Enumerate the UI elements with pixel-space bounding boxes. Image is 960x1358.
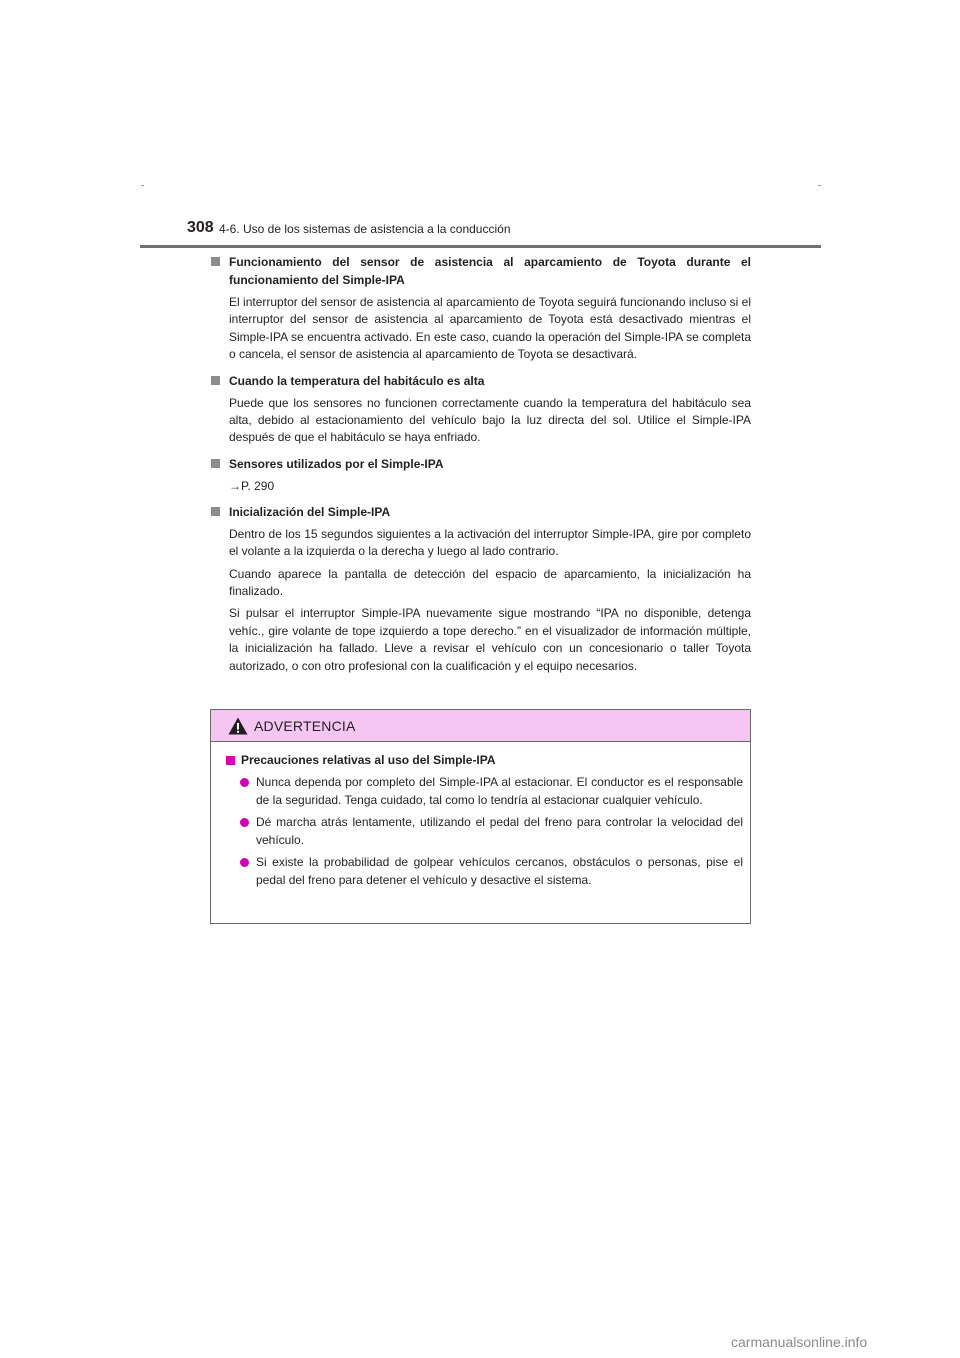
section-title-text: Sensores utilizados por el Simple-IPA — [229, 456, 444, 471]
section-title — [211, 503, 751, 521]
circle-bullet-icon — [240, 858, 249, 867]
running-head: 4-6. Uso de los sistemas de asistencia a la conducción — [219, 222, 511, 236]
square-bullet-icon — [226, 756, 235, 765]
header-rule — [140, 245, 821, 248]
watermark: carmanualsonline.info — [731, 1334, 868, 1350]
square-bullet-icon — [211, 459, 220, 468]
warning-triangle-icon — [228, 717, 248, 735]
section-sensor-operation — [211, 253, 751, 364]
section-paragraph: Puede que los sensores no funcionen correctamente cuando la temperatura del habitáculo sea alta, debido al estacionamiento del vehículo bajo la luz directa del sol. Utilice el Simple-IPA después de que el habitáculo se haya enfriado. — [229, 395, 751, 445]
warning-item-text: Si existe la probabilidad de golpear vehículos cercanos, obstáculos o personas, pise el pedal del freno para detener el vehículo y desactive el sistema. — [256, 855, 743, 887]
section-sensors-used — [211, 455, 751, 495]
warning-item-text: Nunca dependa por completo del Simple-IPA al estacionar. El conductor es el responsable de la seguridad. Tenga cuidado, tal como lo tendría al estacionar cualquier vehículo. — [256, 775, 743, 807]
warning-item — [226, 854, 743, 889]
circle-bullet-icon — [240, 818, 249, 827]
warning-box — [210, 709, 751, 924]
section-paragraph: Cuando aparece la pantalla de detección del espacio de aparcamiento, la inicialización ha finalizado. — [229, 566, 751, 599]
warning-body — [226, 752, 743, 890]
section-title — [211, 455, 751, 473]
circle-bullet-icon — [240, 778, 249, 787]
section-title-text: Cuando la temperatura del habitáculo es alta — [229, 373, 485, 388]
section-title — [211, 253, 751, 289]
section-title-text: Inicialización del Simple-IPA — [229, 504, 391, 519]
crop-mark-right — [818, 185, 821, 186]
section-high-temperature — [211, 372, 751, 447]
warning-item — [226, 774, 743, 809]
page-number: 308 — [187, 219, 214, 236]
section-paragraph: Dentro de los 15 segundos siguientes a la activación del interruptor Simple-IPA, gire por completo el volante a la izquierda o la derecha y luego al lado contrario. — [229, 526, 751, 559]
warning-header — [211, 710, 750, 742]
square-bullet-icon — [211, 257, 220, 266]
warning-item — [226, 814, 743, 849]
section-paragraph: El interruptor del sensor de asistencia al aparcamiento de Toyota seguirá funcionando incluso si el interruptor del sensor de asistencia al aparcamiento de Toyota está desactivado mientras el Simple-IPA se encuentra activado. En este caso, cuando la operación del Simple-IPA se completa o cancela, el sensor de asistencia al aparcamiento de Toyota se desactivará. — [229, 295, 751, 362]
warning-title-text: Precauciones relativas al uso del Simple-IPA — [241, 753, 496, 767]
section-title-text: Funcionamiento del sensor de asistencia al aparcamiento de Toyota durante el funcionamiento del Simple-IPA — [229, 255, 751, 287]
square-bullet-icon — [211, 376, 220, 385]
warning-title — [226, 752, 743, 769]
warning-item-text: Dé marcha atrás lentamente, utilizando el pedal del freno para controlar la velocidad del vehículo. — [256, 815, 743, 847]
section-title — [211, 372, 751, 390]
square-bullet-icon — [211, 507, 220, 516]
section-initialization — [211, 503, 751, 675]
page-reference-link[interactable]: →P. 290 — [229, 478, 275, 493]
crop-mark-left — [141, 185, 144, 186]
section-paragraph: Si pulsar el interruptor Simple-IPA nuevamente sigue mostrando “IPA no disponible, detenga vehíc., gire volante de tope izquierdo a tope derecho.” en el visualizador de información múltiple, la inicialización ha fallado. Lleve a revisar el vehículo con un concesionario o taller Toyota autorizado, o con otro profesional con la cualificación y el equipo necesarios. — [229, 606, 751, 673]
main-content — [211, 253, 751, 683]
warning-header-label: ADVERTENCIA — [254, 718, 356, 734]
